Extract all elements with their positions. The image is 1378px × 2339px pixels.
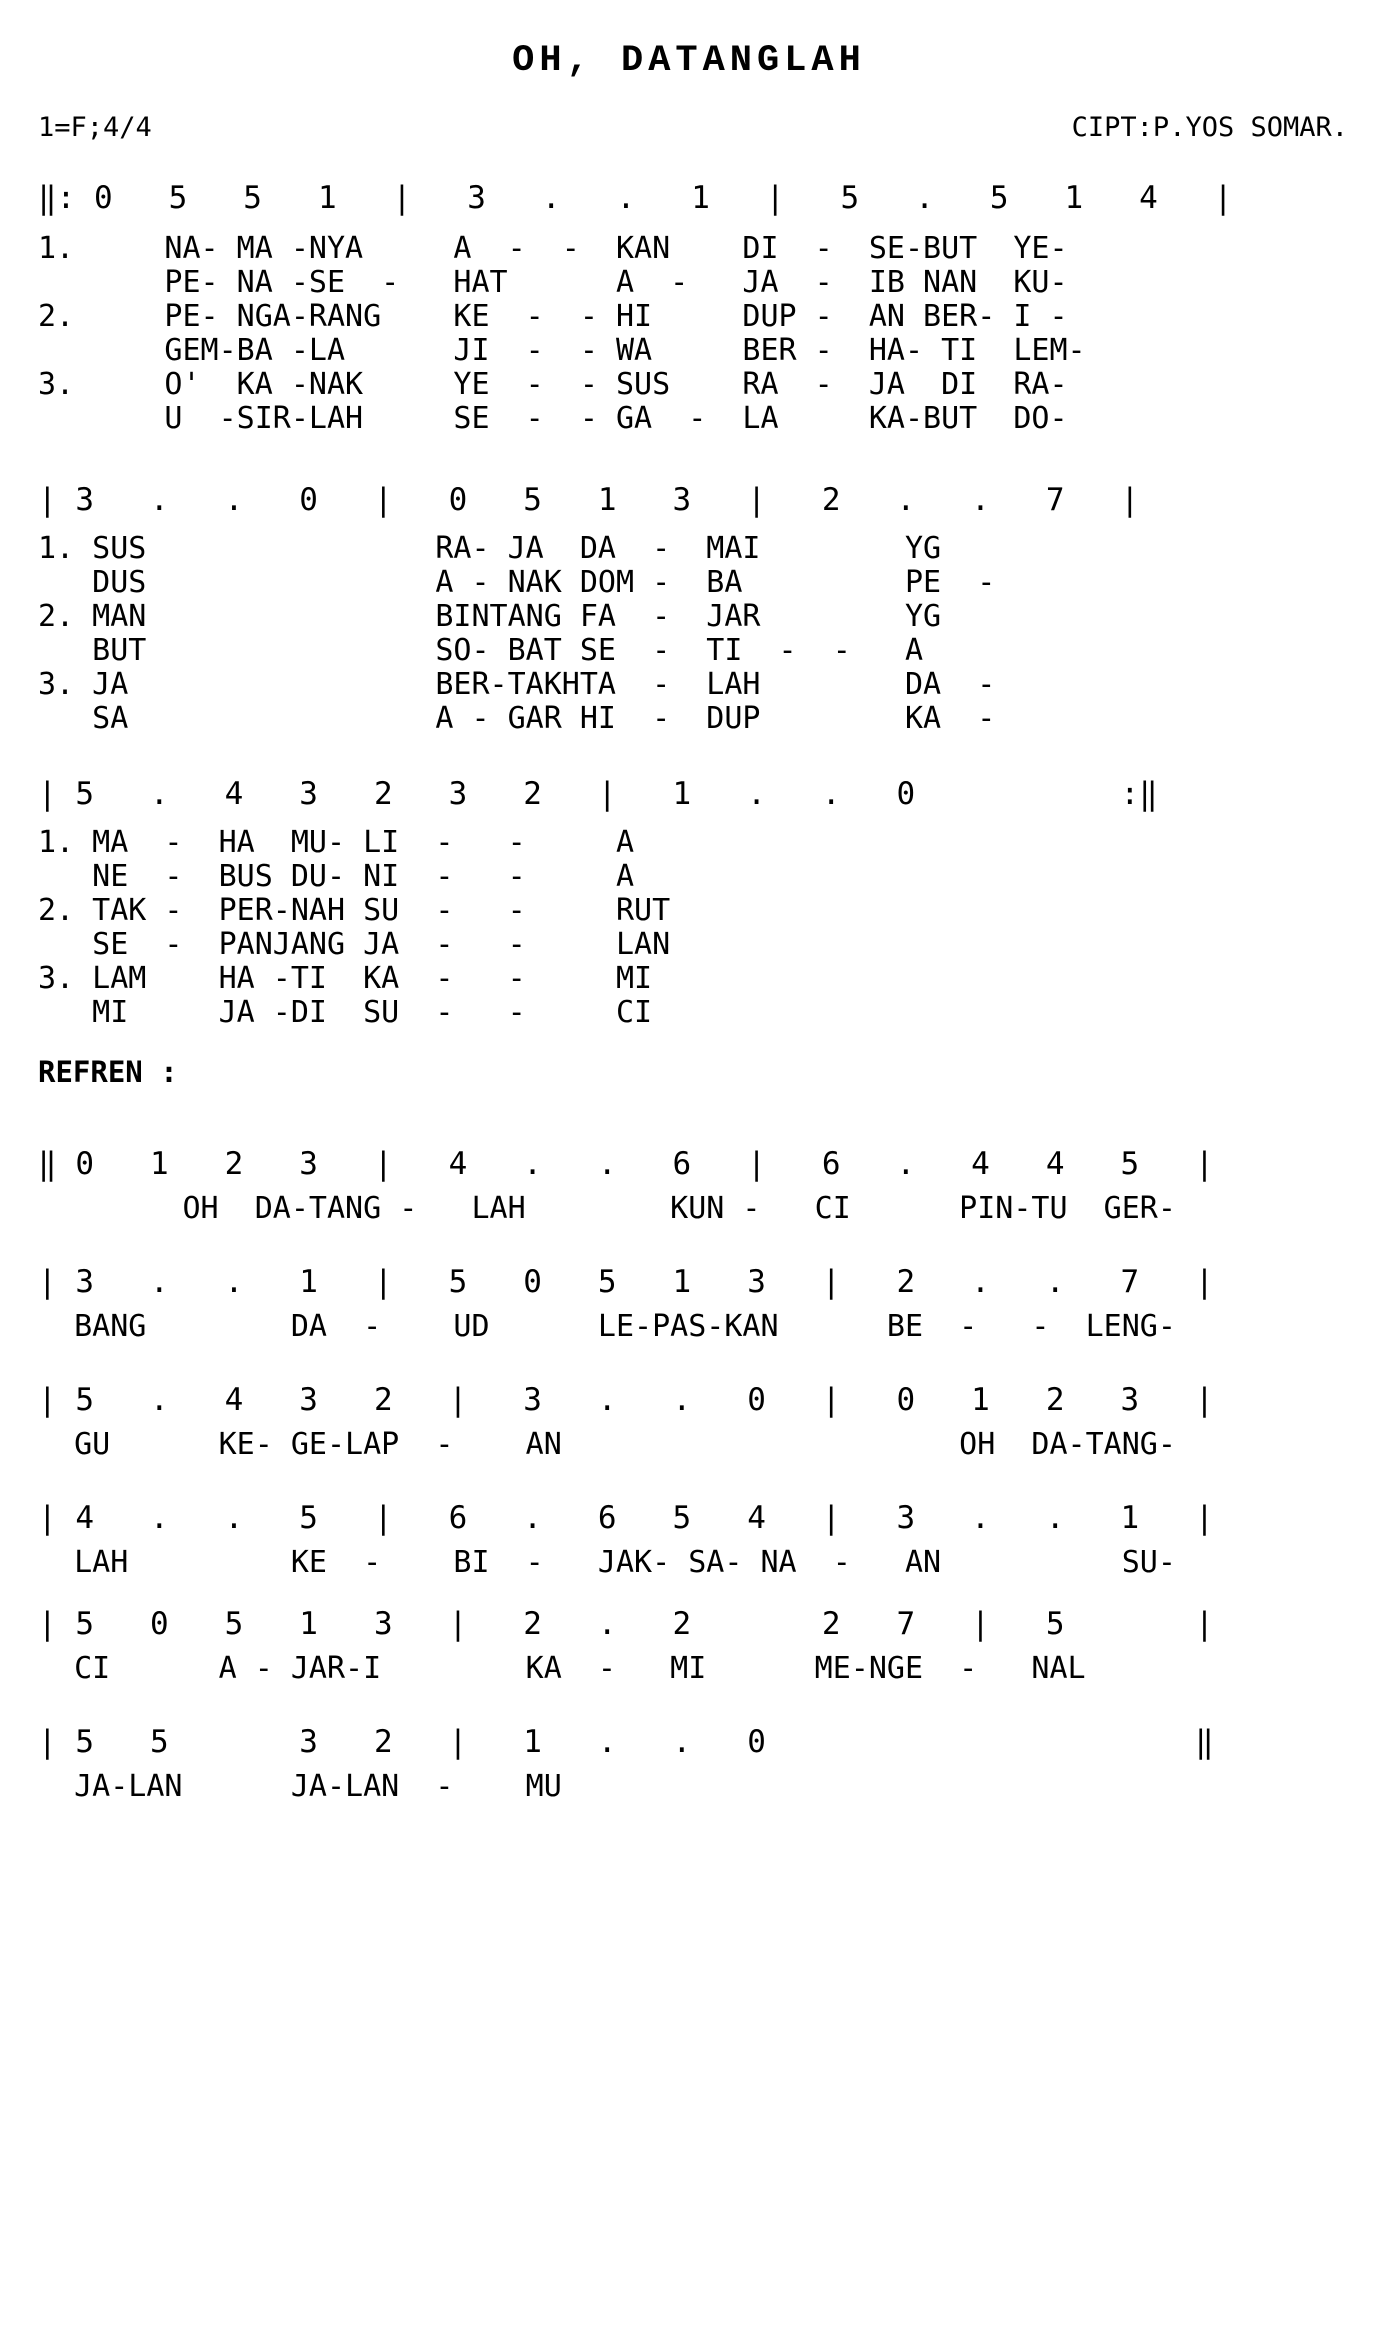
- verse-system-1-lyric-line-6: U -SIR-LAH SE - - GA - LA KA-BUT DO-: [38, 401, 1068, 436]
- refren-system-5-notes: | 5 0 5 1 3 | 2 . 2 2 7 | 5 |: [38, 1606, 1214, 1642]
- refren-system-2-lyrics: BANG DA - UD LE-PAS-KAN BE - - LENG-: [38, 1309, 1176, 1344]
- refren-system-6-notes: | 5 5 3 2 | 1 . . 0 ‖: [38, 1724, 1214, 1760]
- verse-system-2-lyric-line-2: DUS A - NAK DOM - BA PE -: [38, 565, 996, 600]
- verse-system-1-lyric-line-5: 3. O' KA -NAK YE - - SUS RA - JA DI RA-: [38, 367, 1068, 402]
- key-signature: 1=F;4/4: [38, 112, 152, 143]
- verse-system-3-notes: | 5 . 4 3 2 3 2 | 1 . . 0 :‖: [38, 776, 1158, 812]
- refren-system-5-lyrics: CI A - JAR-I KA - MI ME-NGE - NAL: [38, 1651, 1086, 1686]
- verse-system-2-lyric-line-1: 1. SUS RA- JA DA - MAI YG: [38, 531, 942, 566]
- refren-system-2-notes: | 3 . . 1 | 5 0 5 1 3 | 2 . . 7 |: [38, 1264, 1214, 1300]
- verse-system-3-lyric-line-4: SE - PANJANG JA - - LAN: [38, 927, 671, 962]
- verse-system-3-lyric-line-1: 1. MA - HA MU- LI - - A: [38, 825, 635, 860]
- refren-system-6-lyrics: JA-LAN JA-LAN - MU: [38, 1769, 562, 1804]
- verse-system-2-lyric-line-3: 2. MAN BINTANG FA - JAR YG: [38, 599, 942, 634]
- verse-system-1-lyric-line-2: PE- NA -SE - HAT A - JA - IB NAN KU-: [38, 265, 1068, 300]
- refren-label: REFREN :: [38, 1055, 178, 1089]
- verse-system-2-notes: | 3 . . 0 | 0 5 1 3 | 2 . . 7 |: [38, 482, 1140, 518]
- verse-system-2-lyric-line-6: SA A - GAR HI - DUP KA -: [38, 701, 996, 736]
- composer-credit: CIPT:P.YOS SOMAR.: [1071, 112, 1348, 143]
- verse-system-3-lyric-line-3: 2. TAK - PER-NAH SU - - RUT: [38, 893, 671, 928]
- refren-system-4-lyrics: LAH KE - BI - JAK- SA- NA - AN SU-: [38, 1545, 1176, 1580]
- song-title: OH, DATANGLAH: [512, 40, 866, 82]
- verse-system-2-lyric-line-4: BUT SO- BAT SE - TI - - A: [38, 633, 924, 668]
- refren-system-1-lyrics: OH DA-TANG - LAH KUN - CI PIN-TU GER-: [38, 1191, 1176, 1226]
- refren-system-1-notes: ‖ 0 1 2 3 | 4 . . 6 | 6 . 4 4 5 |: [38, 1146, 1214, 1182]
- verse-system-1-lyric-line-3: 2. PE- NGA-RANG KE - - HI DUP - AN BER- I -: [38, 299, 1068, 334]
- verse-system-1-lyric-line-4: GEM-BA -LA JI - - WA BER - HA- TI LEM-: [38, 333, 1086, 368]
- verse-system-2-lyric-line-5: 3. JA BER-TAKHTA - LAH DA -: [38, 667, 996, 702]
- refren-system-3-lyrics: GU KE- GE-LAP - AN OH DA-TANG-: [38, 1427, 1176, 1462]
- refren-system-4-notes: | 4 . . 5 | 6 . 6 5 4 | 3 . . 1 |: [38, 1500, 1214, 1536]
- verse-system-1-lyric-line-1: 1. NA- MA -NYA A - - KAN DI - SE-BUT YE-: [38, 231, 1068, 266]
- verse-system-3-lyric-line-5: 3. LAM HA -TI KA - - MI: [38, 961, 653, 996]
- verse-system-3-lyric-line-6: MI JA -DI SU - - CI: [38, 995, 653, 1030]
- verse-system-1-notes: ‖: 0 5 5 1 | 3 . . 1 | 5 . 5 1 4 |: [38, 180, 1233, 216]
- refren-system-3-notes: | 5 . 4 3 2 | 3 . . 0 | 0 1 2 3 |: [38, 1382, 1214, 1418]
- verse-system-3-lyric-line-2: NE - BUS DU- NI - - A: [38, 859, 635, 894]
